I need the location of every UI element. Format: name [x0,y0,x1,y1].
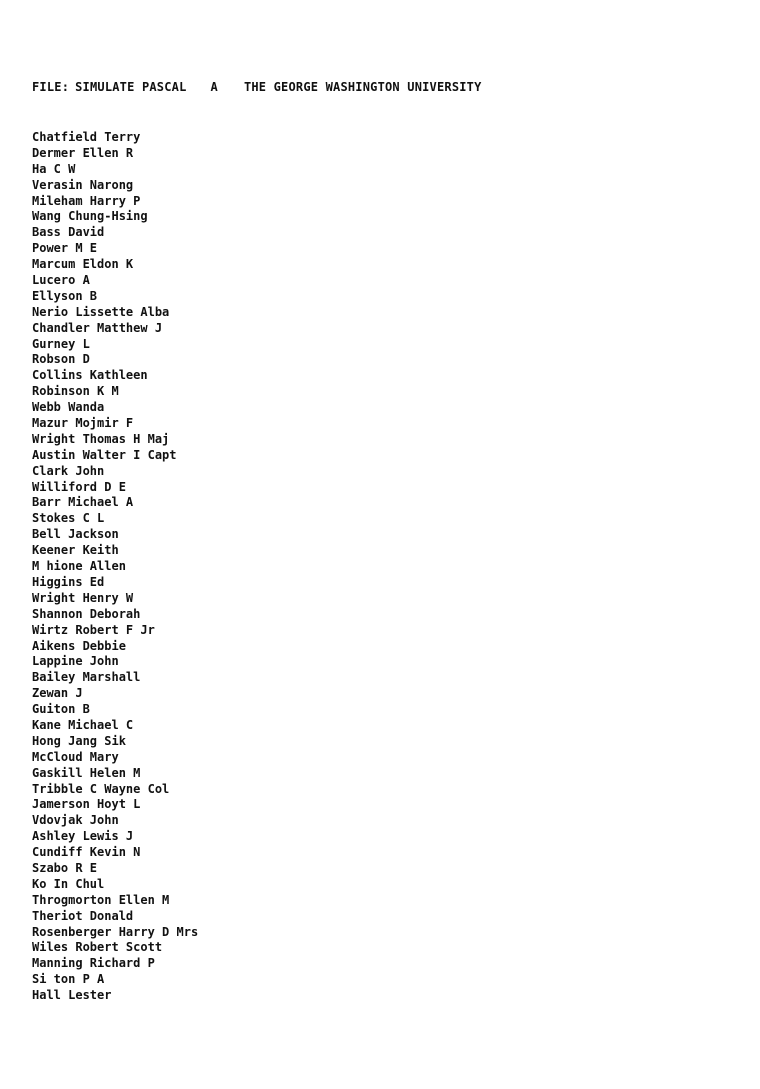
list-item: Chandler Matthew J [32,320,163,335]
list-item: Ko In Chul [32,876,105,891]
list-item: Ellyson B [32,288,98,303]
list-item: Robson D [32,352,90,367]
list-item: Theriot Donald [32,908,134,923]
list-item: Kane Michael C [32,717,134,732]
list-item: Bailey Marshall [32,670,141,685]
list-item: Webb Wanda [32,400,105,415]
list-item: Wirtz Robert F Jr [32,622,155,637]
list-item: Mazur Mojmir F [32,416,134,431]
list-item: Hall Lester [32,988,112,1003]
list-item: Gaskill Helen M [32,765,141,780]
list-item: Dermer Ellen R [32,145,134,160]
list-item: Manning Richard P [32,956,155,971]
file-label: FILE: [32,80,70,94]
list-item: Wiles Robert Scott [32,940,163,955]
list-item: Si ton P A [32,972,105,987]
list-item: Throgmorton Ellen M [32,892,170,907]
list-item: Higgins Ed [32,574,105,589]
list-item: Chatfield Terry [32,130,141,144]
list-item: Rosenberger Harry D Mrs [32,924,199,939]
list-item: Mileham Harry P [32,193,141,208]
list-item: McCloud Mary [32,749,119,764]
list-item: Verasin Narong [32,177,134,192]
list-item: Zewan J [32,686,83,701]
list-item: Vdovjak John [32,813,119,828]
list-item: Shannon Deborah [32,606,141,621]
list-item: Guiton B [32,702,90,717]
list-item: Tribble C Wayne Col [32,781,170,796]
list-item: Robinson K M [32,384,119,399]
list-item: Williford D E [32,479,126,494]
list-item: Austin Walter I Capt [32,447,177,462]
list-item: Jamerson Hoyt L [32,797,141,812]
list-item: Aikens Debbie [32,638,126,653]
list-item: Bass David [32,225,105,240]
list-item: Wang Chung-Hsing [32,209,148,224]
file-header [32,80,482,94]
list-item: Bell Jackson [32,527,119,542]
list-item: M hione Allen [32,559,126,574]
list-item: Gurney L [32,336,90,351]
list-item: Marcum Eldon K [32,257,134,272]
list-item: Wright Henry W [32,590,134,605]
list-item: Lappine John [32,654,119,669]
list-item: Lucero A [32,273,90,288]
list-item: Keener Keith [32,543,119,558]
list-item: Ashley Lewis J [32,829,134,844]
list-item: Collins Kathleen [32,368,148,383]
list-item: Clark John [32,463,105,478]
list-item: Power M E [32,241,98,256]
institution-name: THE GEORGE WASHINGTON UNIVERSITY [243,80,482,94]
list-item: Cundiff Kevin N [32,845,141,860]
list-item: Ha C W [32,161,76,176]
list-item: Barr Michael A [32,495,134,510]
file-mode: A [210,80,218,94]
list-item: Szabo R E [32,860,98,875]
file-name: SIMULATE PASCAL [75,80,187,94]
list-item: Hong Jang Sik [32,733,126,748]
list-item: Stokes C L [32,511,105,526]
list-item: Nerio Lissette Alba [32,304,170,319]
name-list [32,130,198,1004]
list-item: Wright Thomas H Maj [32,431,170,446]
